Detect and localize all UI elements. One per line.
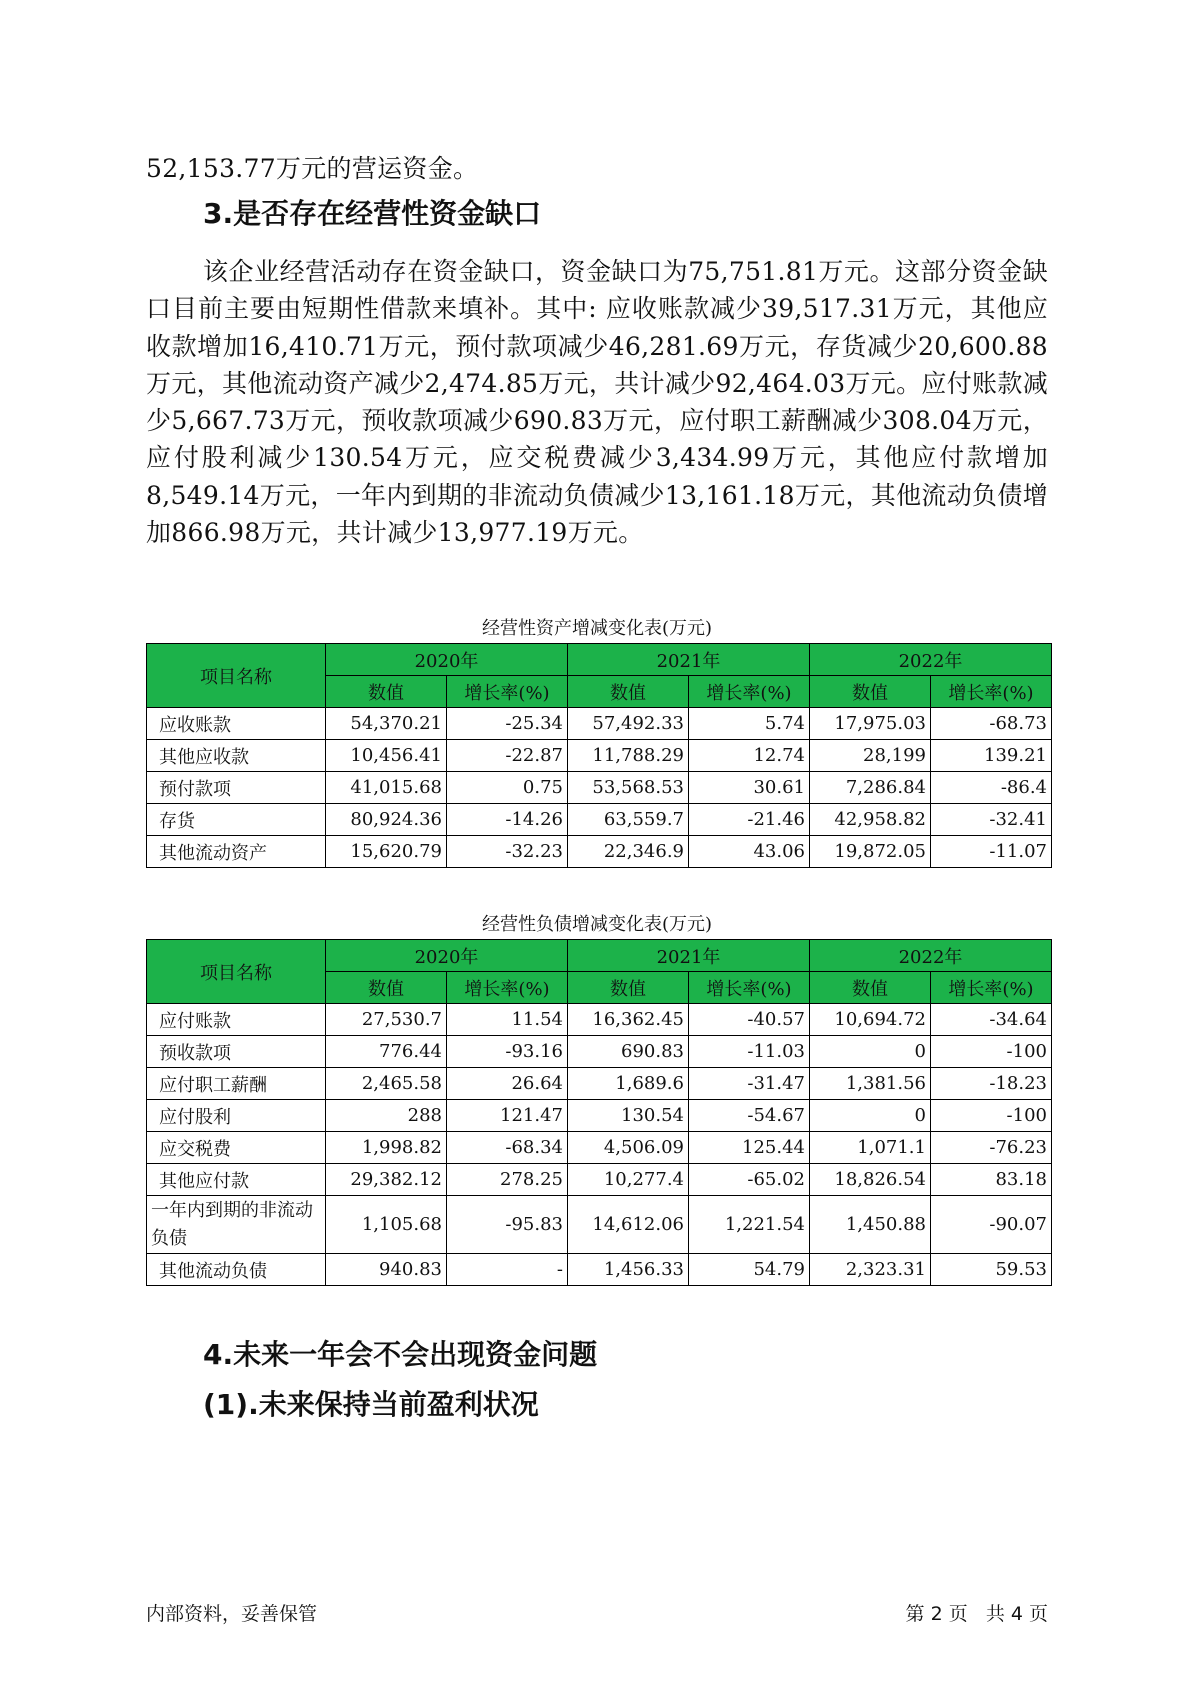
table-row [147,708,1052,740]
value-cell: 10,694.72 [810,1004,931,1036]
value-cell: 29,382.12 [326,1164,447,1196]
name-column-header: 项目名称 [147,940,326,1004]
rate-cell: -95.83 [447,1196,568,1254]
rate-cell: 125.44 [689,1132,810,1164]
rate-cell: -100 [931,1036,1052,1068]
row-label-cell: 应收账款 [147,708,326,740]
rate-cell: -21.46 [689,804,810,836]
asset-table-caption: 经营性资产增减变化表(万元) [481,618,713,639]
value-cell: 1,105.68 [326,1196,447,1254]
rate-cell: -93.16 [447,1036,568,1068]
value-header: 数值 [568,676,689,708]
table-row [147,1004,1052,1036]
rate-cell: -11.03 [689,1036,810,1068]
value-cell: 10,277.4 [568,1164,689,1196]
value-cell: 22,346.9 [568,836,689,868]
rate-cell: -31.47 [689,1068,810,1100]
value-cell: 27,530.7 [326,1004,447,1036]
value-cell: 1,456.33 [568,1254,689,1286]
value-cell: 80,924.36 [326,804,447,836]
value-cell: 0 [810,1100,931,1132]
rate-header: 增长率(%) [447,676,568,708]
rate-cell: 54.79 [689,1254,810,1286]
value-cell: 63,559.7 [568,804,689,836]
value-cell: 41,015.68 [326,772,447,804]
rate-header: 增长率(%) [689,972,810,1004]
year-header: 2021年 [568,940,810,972]
value-cell: 7,286.84 [810,772,931,804]
value-cell: 288 [326,1100,447,1132]
rate-cell: -68.73 [931,708,1052,740]
value-cell: 1,450.88 [810,1196,931,1254]
rate-cell: -54.67 [689,1100,810,1132]
value-cell: 940.83 [326,1254,447,1286]
section-4-heading: 4.未来一年会不会出现资金问题 [203,1338,598,1371]
year-header: 2022年 [810,644,1052,676]
row-label-cell: 其他应付款 [147,1164,326,1196]
liability-table-year-row [147,940,1052,972]
table-row [147,1036,1052,1068]
year-header: 2021年 [568,644,810,676]
value-cell: 1,689.6 [568,1068,689,1100]
row-label-cell: 预付款项 [147,772,326,804]
row-label-cell: 应付账款 [147,1004,326,1036]
name-column-header: 项目名称 [147,644,326,708]
rate-cell: -34.64 [931,1004,1052,1036]
value-cell: 42,958.82 [810,804,931,836]
value-header: 数值 [568,972,689,1004]
rate-cell: -90.07 [931,1196,1052,1254]
value-cell: 4,506.09 [568,1132,689,1164]
section-3-body: 该企业经营活动存在资金缺口，资金缺口为75,751.81万元。这部分资金缺口目前主要由短期性借款来填补。其中: 应收账款减少39,517.31万元，其他应收款增加16,410.71万元，预付款项减少46,281.69万元，存货减少20,600.88万元，其他流动资产减少2,474.85万元，共计减少92,464.03万元。应付账款减少5,667.73万元，预收款项减少690.83万元，应付职工薪酬减少308.04万元，应付股利减少130.54万元，应交税费减少3,434.99万元，其他应付款增加8,549.14万元，一年内到期的非流动负债减少13,161.18万元，其他流动负债增加866.98万元，共计减少13,977.19万元。 [146,257,1048,548]
rate-cell: 43.06 [689,836,810,868]
value-cell: 1,071.1 [810,1132,931,1164]
rate-cell: 1,221.54 [689,1196,810,1254]
rate-cell: 11.54 [447,1004,568,1036]
rate-cell: -22.87 [447,740,568,772]
section-3-heading: 3.是否存在经营性资金缺口 [203,197,542,230]
value-cell: 690.83 [568,1036,689,1068]
rate-cell: - [447,1254,568,1286]
liability-table-caption: 经营性负债增减变化表(万元) [481,914,713,935]
liability-table [146,939,1052,1286]
table-row [147,1164,1052,1196]
value-header: 数值 [810,972,931,1004]
year-header: 2022年 [810,940,1052,972]
rate-cell: 83.18 [931,1164,1052,1196]
rate-cell: 5.74 [689,708,810,740]
year-header: 2020年 [326,644,568,676]
row-label-cell: 应交税费 [147,1132,326,1164]
value-cell: 57,492.33 [568,708,689,740]
rate-cell: -68.34 [447,1132,568,1164]
rate-cell: 121.47 [447,1100,568,1132]
table-row [147,1254,1052,1286]
rate-header: 增长率(%) [689,676,810,708]
value-header: 数值 [326,676,447,708]
value-cell: 2,323.31 [810,1254,931,1286]
rate-cell: -100 [931,1100,1052,1132]
table-row [147,772,1052,804]
value-cell: 18,826.54 [810,1164,931,1196]
value-cell: 10,456.41 [326,740,447,772]
rate-cell: 139.21 [931,740,1052,772]
rate-cell: -86.4 [931,772,1052,804]
footer-confidential-note: 内部资料，妥善保管 [146,1603,318,1625]
value-cell: 53,568.53 [568,772,689,804]
value-cell: 14,612.06 [568,1196,689,1254]
row-label-cell: 应付股利 [147,1100,326,1132]
table-row [147,1132,1052,1164]
value-cell: 17,975.03 [810,708,931,740]
rate-cell: 59.53 [931,1254,1052,1286]
row-label-cell: 预收款项 [147,1036,326,1068]
value-cell: 1,381.56 [810,1068,931,1100]
value-cell: 2,465.58 [326,1068,447,1100]
rate-cell: -76.23 [931,1132,1052,1164]
table-row [147,1100,1052,1132]
year-header: 2020年 [326,940,568,972]
row-label-cell: 一年内到期的非流动负债 [147,1196,326,1254]
rate-cell: -14.26 [447,804,568,836]
intro-line: 52,153.77万元的营运资金。 [146,154,479,183]
value-cell: 28,199 [810,740,931,772]
row-label-cell: 其他流动资产 [147,836,326,868]
table-row [147,1196,1052,1254]
rate-cell: -11.07 [931,836,1052,868]
rate-cell: -32.23 [447,836,568,868]
section-4-subheading: (1).未来保持当前盈利状况 [203,1388,539,1421]
rate-cell: 12.74 [689,740,810,772]
rate-cell: 278.25 [447,1164,568,1196]
table-row [147,1068,1052,1100]
value-cell: 15,620.79 [326,836,447,868]
asset-table-year-row [147,644,1052,676]
row-label-cell: 存货 [147,804,326,836]
asset-table [146,643,1052,868]
rate-cell: 0.75 [447,772,568,804]
value-cell: 19,872.05 [810,836,931,868]
table-row [147,740,1052,772]
value-cell: 16,362.45 [568,1004,689,1036]
footer-page-number: 第 2 页 共 4 页 [905,1603,1048,1625]
rate-cell: 26.64 [447,1068,568,1100]
value-cell: 776.44 [326,1036,447,1068]
rate-header: 增长率(%) [931,972,1052,1004]
row-label-cell: 其他应收款 [147,740,326,772]
table-row [147,836,1052,868]
value-header: 数值 [810,676,931,708]
rate-cell: -18.23 [931,1068,1052,1100]
value-cell: 11,788.29 [568,740,689,772]
row-label-cell: 其他流动负债 [147,1254,326,1286]
value-cell: 54,370.21 [326,708,447,740]
rate-cell: -32.41 [931,804,1052,836]
table-row [147,804,1052,836]
rate-header: 增长率(%) [931,676,1052,708]
value-cell: 130.54 [568,1100,689,1132]
rate-cell: 30.61 [689,772,810,804]
rate-cell: -25.34 [447,708,568,740]
value-cell: 1,998.82 [326,1132,447,1164]
rate-header: 增长率(%) [447,972,568,1004]
row-label-cell: 应付职工薪酬 [147,1068,326,1100]
rate-cell: -40.57 [689,1004,810,1036]
value-cell: 0 [810,1036,931,1068]
value-header: 数值 [326,972,447,1004]
rate-cell: -65.02 [689,1164,810,1196]
